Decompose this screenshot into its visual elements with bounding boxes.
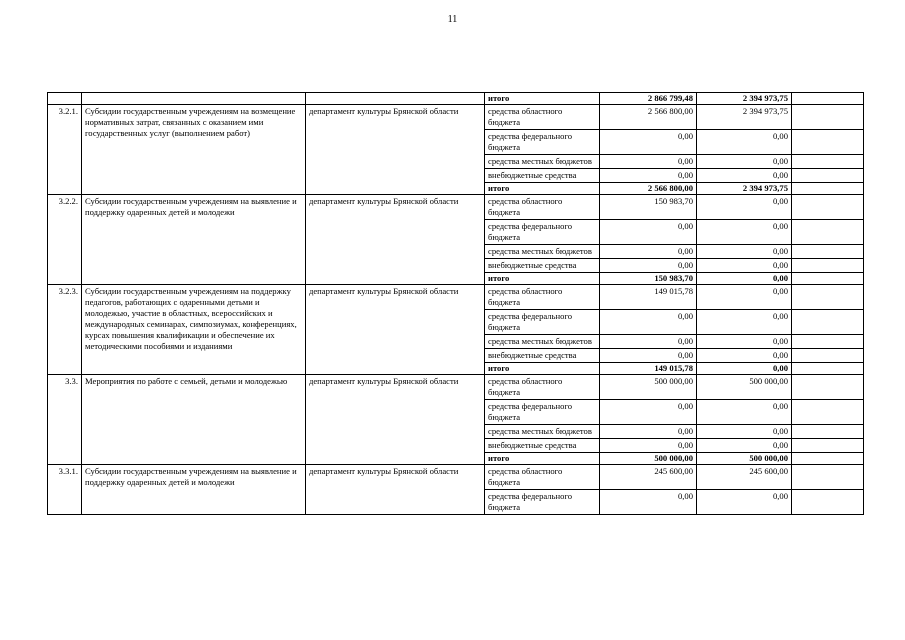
source-label: средства федерального бюджета bbox=[485, 400, 600, 425]
source-value-1: 0,00 bbox=[600, 130, 697, 155]
cell-empty bbox=[792, 285, 864, 310]
cell-empty bbox=[792, 155, 864, 169]
source-label: средства федерального бюджета bbox=[485, 220, 600, 245]
cell-empty bbox=[792, 349, 864, 363]
table-row bbox=[48, 375, 864, 400]
source-label: средства местных бюджетов bbox=[485, 155, 600, 169]
cell-empty bbox=[792, 105, 864, 130]
source-label: внебюджетные средства bbox=[485, 169, 600, 183]
cell-empty bbox=[792, 220, 864, 245]
item-title: Субсидии государственным учреждениям на выявление и поддержку одаренных детей и молодежи bbox=[82, 195, 306, 285]
total-value-2: 2 394 973,75 bbox=[697, 183, 792, 195]
cell-empty bbox=[792, 439, 864, 453]
source-value-2: 0,00 bbox=[697, 220, 792, 245]
cell-empty bbox=[792, 400, 864, 425]
source-label: средства областного бюджета bbox=[485, 375, 600, 400]
cell-empty bbox=[792, 195, 864, 220]
source-value-2: 500 000,00 bbox=[697, 375, 792, 400]
source-value-2: 0,00 bbox=[697, 130, 792, 155]
cell-empty bbox=[792, 335, 864, 349]
table-row bbox=[48, 195, 864, 220]
total-label: итого bbox=[485, 93, 600, 105]
cell-empty bbox=[792, 375, 864, 400]
source-value-1: 0,00 bbox=[600, 335, 697, 349]
total-value-2: 0,00 bbox=[697, 363, 792, 375]
cell-empty bbox=[792, 245, 864, 259]
item-title: Субсидии государственным учреждениям на поддержку педагогов, работающих с одаренными детьми и молодежью, участие в областных, всероссийских и международных семинарах, симпозиумах, конференциях, курсах повышения квалификации и обеспечение их методическими пособиями и изданиями bbox=[82, 285, 306, 375]
source-value-1: 149 015,78 bbox=[600, 285, 697, 310]
cell-empty bbox=[792, 169, 864, 183]
source-value-2: 2 394 973,75 bbox=[697, 105, 792, 130]
source-label: средства федерального бюджета bbox=[485, 310, 600, 335]
item-executor: департамент культуры Брянской области bbox=[306, 195, 485, 285]
budget-table bbox=[47, 92, 864, 515]
source-value-1: 0,00 bbox=[600, 169, 697, 183]
source-value-2: 0,00 bbox=[697, 335, 792, 349]
item-code: 3.3. bbox=[48, 375, 82, 465]
source-value-1: 0,00 bbox=[600, 155, 697, 169]
source-value-2: 0,00 bbox=[697, 245, 792, 259]
source-label: средства федерального бюджета bbox=[485, 490, 600, 515]
cell-empty bbox=[792, 490, 864, 515]
table-row bbox=[48, 465, 864, 490]
source-value-2: 245 600,00 bbox=[697, 465, 792, 490]
source-label: средства федерального бюджета bbox=[485, 130, 600, 155]
total-value-1: 150 983,70 bbox=[600, 273, 697, 285]
item-executor: департамент культуры Брянской области bbox=[306, 285, 485, 375]
cell-empty bbox=[792, 93, 864, 105]
source-value-2: 0,00 bbox=[697, 155, 792, 169]
total-value-1: 2 866 799,48 bbox=[600, 93, 697, 105]
source-value-2: 0,00 bbox=[697, 195, 792, 220]
cell-empty bbox=[792, 453, 864, 465]
source-value-1: 0,00 bbox=[600, 245, 697, 259]
cell-title bbox=[82, 93, 306, 105]
cell-code bbox=[48, 93, 82, 105]
cell-empty bbox=[792, 425, 864, 439]
page-number: 11 bbox=[447, 14, 458, 25]
total-value-1: 149 015,78 bbox=[600, 363, 697, 375]
source-label: средства областного бюджета bbox=[485, 285, 600, 310]
source-value-1: 0,00 bbox=[600, 310, 697, 335]
cell-executor bbox=[306, 93, 485, 105]
source-value-1: 0,00 bbox=[600, 349, 697, 363]
source-value-1: 2 566 800,00 bbox=[600, 105, 697, 130]
cell-empty bbox=[792, 183, 864, 195]
source-label: внебюджетные средства bbox=[485, 439, 600, 453]
total-value-2: 500 000,00 bbox=[697, 453, 792, 465]
item-executor: департамент культуры Брянской области bbox=[306, 105, 485, 195]
source-value-2: 0,00 bbox=[697, 310, 792, 335]
item-executor: департамент культуры Брянской области bbox=[306, 465, 485, 515]
source-label: средства областного бюджета bbox=[485, 105, 600, 130]
source-label: средства областного бюджета bbox=[485, 465, 600, 490]
source-value-2: 0,00 bbox=[697, 349, 792, 363]
table-row bbox=[48, 285, 864, 310]
cell-empty bbox=[792, 273, 864, 285]
source-label: средства местных бюджетов bbox=[485, 335, 600, 349]
source-value-1: 245 600,00 bbox=[600, 465, 697, 490]
cell-empty bbox=[792, 259, 864, 273]
total-label: итого bbox=[485, 183, 600, 195]
source-value-1: 0,00 bbox=[600, 490, 697, 515]
item-code: 3.3.1. bbox=[48, 465, 82, 515]
item-title: Субсидии государственным учреждениям на возмещение нормативных затрат, связанных с оказанием ими государственных услуг (выполнением работ) bbox=[82, 105, 306, 195]
table-body bbox=[48, 93, 864, 515]
source-value-1: 0,00 bbox=[600, 439, 697, 453]
source-value-1: 0,00 bbox=[600, 425, 697, 439]
item-title: Субсидии государственным учреждениям на выявление и поддержку одаренных детей и молодежи bbox=[82, 465, 306, 515]
item-code: 3.2.3. bbox=[48, 285, 82, 375]
source-value-2: 0,00 bbox=[697, 490, 792, 515]
table-row bbox=[48, 105, 864, 130]
source-value-2: 0,00 bbox=[697, 439, 792, 453]
source-value-2: 0,00 bbox=[697, 425, 792, 439]
source-value-1: 150 983,70 bbox=[600, 195, 697, 220]
source-value-2: 0,00 bbox=[697, 400, 792, 425]
source-value-2: 0,00 bbox=[697, 169, 792, 183]
source-label: внебюджетные средства bbox=[485, 349, 600, 363]
item-code: 3.2.1. bbox=[48, 105, 82, 195]
source-value-2: 0,00 bbox=[697, 285, 792, 310]
item-executor: департамент культуры Брянской области bbox=[306, 375, 485, 465]
source-value-1: 500 000,00 bbox=[600, 375, 697, 400]
cell-empty bbox=[792, 130, 864, 155]
source-value-1: 0,00 bbox=[600, 400, 697, 425]
cell-empty bbox=[792, 363, 864, 375]
source-value-2: 0,00 bbox=[697, 259, 792, 273]
cell-empty bbox=[792, 310, 864, 335]
item-code: 3.2.2. bbox=[48, 195, 82, 285]
source-value-1: 0,00 bbox=[600, 220, 697, 245]
table-row-top-total bbox=[48, 93, 864, 105]
source-label: средства местных бюджетов bbox=[485, 425, 600, 439]
item-title: Мероприятия по работе с семьей, детьми и молодежью bbox=[82, 375, 306, 465]
cell-empty bbox=[792, 465, 864, 490]
total-value-2: 0,00 bbox=[697, 273, 792, 285]
total-label: итого bbox=[485, 453, 600, 465]
total-value-1: 500 000,00 bbox=[600, 453, 697, 465]
total-label: итого bbox=[485, 363, 600, 375]
total-value-2: 2 394 973,75 bbox=[697, 93, 792, 105]
total-label: итого bbox=[485, 273, 600, 285]
total-value-1: 2 566 800,00 bbox=[600, 183, 697, 195]
source-label: средства областного бюджета bbox=[485, 195, 600, 220]
source-label: средства местных бюджетов bbox=[485, 245, 600, 259]
source-label: внебюджетные средства bbox=[485, 259, 600, 273]
source-value-1: 0,00 bbox=[600, 259, 697, 273]
